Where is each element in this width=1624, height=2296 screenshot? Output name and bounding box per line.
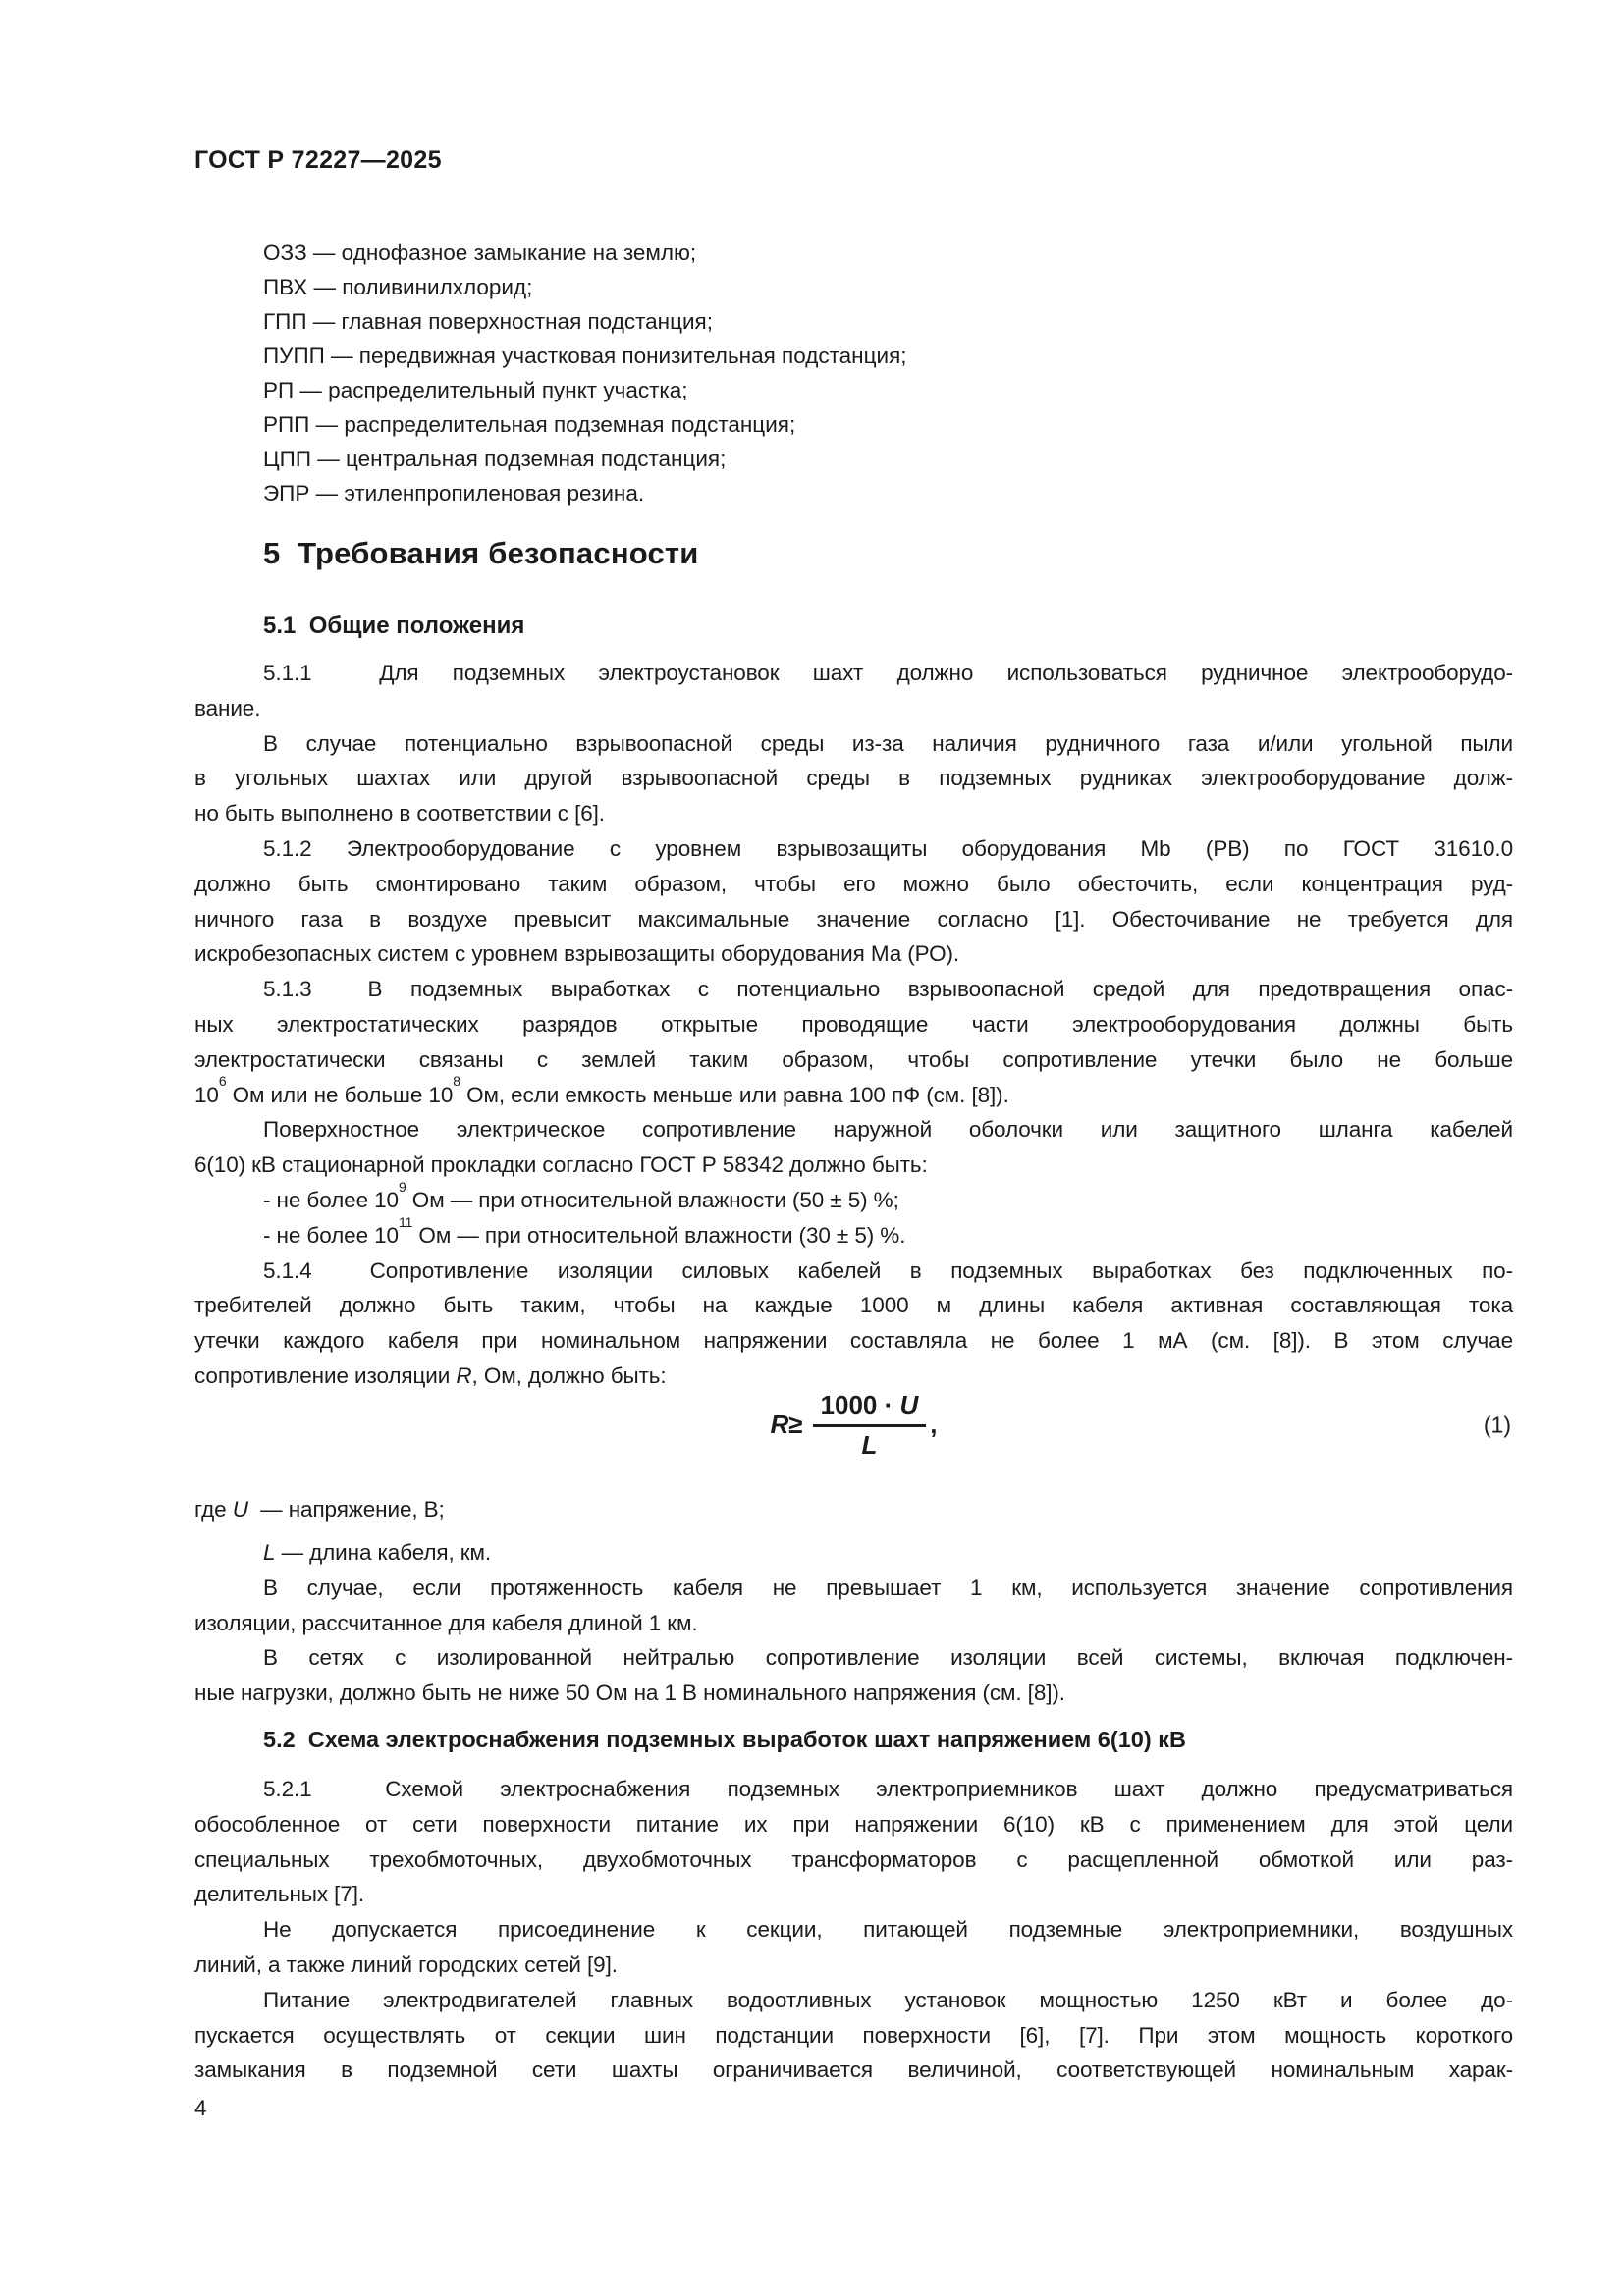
- paragraph-line: изоляции, рассчитанное для кабеля длиной 1 км.: [194, 1610, 698, 1635]
- paragraph-line: утечки каждого кабеля при номинальном напряжении составляла не более 1 мА (см. [8]). В этом случае: [194, 1328, 1513, 1354]
- formula: [194, 1389, 1513, 1460]
- paragraph-line: требителей должно быть таким, чтобы на каждые 1000 м длины кабеля активная составляющая тока: [194, 1293, 1513, 1318]
- paragraph-line: ных электростатических разрядов открытые проводящие части электрооборудования должны быть: [194, 1011, 1513, 1037]
- subsection-heading: 5.2 Схема электроснабжения подземных выработок шахт напряжением 6(10) кВ: [263, 1726, 1186, 1752]
- abbreviation-item: ПУПП — передвижная участковая понизительная подстанция;: [263, 344, 907, 368]
- formula-definition-line: где U — напряжение, В;: [194, 1496, 445, 1522]
- formula-expression: R ≥ $\frac{1000 \cdot U}{L}$ ,: [770, 1389, 938, 1460]
- abbreviation-item: ЭПР — этиленпропиленовая резина.: [263, 481, 645, 506]
- paragraph-line: линий, а также линий городских сетей [9].: [194, 1951, 618, 1977]
- paragraph-line: В случае, если протяженность кабеля не превышает 1 км, используется значение сопротивления: [263, 1575, 1513, 1600]
- paragraph-line: должно быть смонтировано таким образом, чтобы его можно было обесточить, если концентрация руд-: [194, 871, 1513, 896]
- fraction: [813, 1390, 927, 1461]
- abbreviation-item: ПВХ — поливинилхлорид;: [263, 275, 533, 299]
- list-item-line: - не более $10^{11}$ Ом — при относительной влажности (30 ± 5) %.: [263, 1213, 906, 1248]
- paragraph-line: Не допускается присоединение к секции, питающей подземные электроприемники, воздушных: [263, 1917, 1513, 1943]
- paragraph-line: В случае потенциально взрывоопасной среды из-за наличия рудничного газа и/или угольной пыли: [263, 730, 1513, 756]
- formula-definition-line: L — длина кабеля, км.: [263, 1539, 492, 1565]
- fraction-numerator: 1000 · U: [813, 1390, 927, 1427]
- paragraph-line: Поверхностное электрическое сопротивление наружной оболочки или защитного шланга кабелей: [263, 1117, 1513, 1143]
- equation-number: (1): [1483, 1412, 1511, 1438]
- paragraph-line: 6(10) кВ стационарной прокладки согласно ГОСТ Р 58342 должно быть:: [194, 1152, 928, 1178]
- paragraph-line: $10^6$ Ом или не больше $10^8$ Ом, если емкость меньше или равна 100 пФ (см. [8]).: [194, 1073, 1009, 1107]
- document-flow: [194, 236, 1513, 2088]
- paragraph-line: специальных трехобмоточных, двухобмоточных трансформаторов с расщепленной обмоткой или раз-: [194, 1846, 1513, 1872]
- paragraph-line: делительных [7].: [194, 1882, 365, 1907]
- paragraph-line: ничного газа в воздухе превысит максимальные значение согласно [1]. Обесточивание не требуется для: [194, 906, 1513, 932]
- paragraph-line: Питание электродвигателей главных водоотливных установок мощностью 1250 кВт и более до-: [263, 1987, 1513, 2012]
- paragraph-line: обособленное от сети поверхности питание их при напряжении 6(10) кВ с применением для этой цели: [194, 1811, 1513, 1837]
- fraction-denominator: L: [861, 1429, 878, 1460]
- paragraph-line: 5.2.1 Схемой электроснабжения подземных электроприемников шахт должно предусматриваться: [263, 1776, 1513, 1801]
- abbreviation-item: РП — распределительный пункт участка;: [263, 378, 688, 402]
- paragraph-line: искробезопасных систем с уровнем взрывозащиты оборудования Ма (РО).: [194, 941, 960, 967]
- page-content: [194, 0, 1513, 2123]
- paragraph-line: замыкания в подземной сети шахты ограничивается величиной, соответствующей номинальным харак-: [194, 2057, 1513, 2083]
- abbreviation-item: ОЗЗ — однофазное замыкание на землю;: [263, 240, 697, 265]
- document-code: ГОСТ Р 72227—2025: [194, 146, 442, 174]
- paragraph-line: 5.1.3 В подземных выработках с потенциально взрывоопасной средой для предотвращения опас-: [263, 977, 1513, 1002]
- abbreviation-item: ГПП — главная поверхностная подстанция;: [263, 309, 713, 334]
- paragraph-line: вание.: [194, 695, 261, 721]
- paragraph-line: ные нагрузки, должно быть не ниже 50 Ом на 1 В номинального напряжения (см. [8]).: [194, 1681, 1065, 1706]
- paragraph-line: в угольных шахтах или другой взрывоопасной среды в подземных рудниках электрооборудование долж-: [194, 766, 1513, 791]
- section-heading: 5 Требования безопасности: [263, 536, 699, 570]
- paragraph-line: пускается осуществлять от секции шин подстанции поверхности [6], [7]. При этом мощность короткого: [194, 2022, 1513, 2048]
- paragraph-line: но быть выполнено в соответствии с [6].: [194, 801, 605, 827]
- paragraph-line: электростатически связаны с землей таким образом, чтобы сопротивление утечки было не больше: [194, 1046, 1513, 1072]
- paragraph-line: 5.1.1 Для подземных электроустановок шахт должно использоваться рудничное электрооборудо-: [263, 661, 1513, 685]
- paragraph-line: 5.1.2 Электрооборудование с уровнем взрывозащиты оборудования Mb (РВ) по ГОСТ 31610.0: [263, 835, 1513, 861]
- paragraph-line: 5.1.4 Сопротивление изоляции силовых кабелей в подземных выработках без подключенных по-: [263, 1257, 1513, 1283]
- page-number: 4: [194, 2096, 207, 2121]
- abbreviation-item: РПП — распределительная подземная подстанция;: [263, 412, 796, 437]
- abbreviation-item: ЦПП — центральная подземная подстанция;: [263, 447, 727, 471]
- paragraph-line: сопротивление изоляции R, Ом, должно быть:: [194, 1362, 667, 1388]
- subsection-heading: 5.1 Общие положения: [263, 613, 525, 639]
- list-item-line: - не более $10^9$ Ом — при относительной влажности (50 ± 5) %;: [263, 1178, 899, 1212]
- formula-trailing-comma: ,: [930, 1410, 938, 1440]
- paragraph-line: В сетях с изолированной нейтралью сопротивление изоляции всей системы, включая подключен-: [263, 1645, 1513, 1671]
